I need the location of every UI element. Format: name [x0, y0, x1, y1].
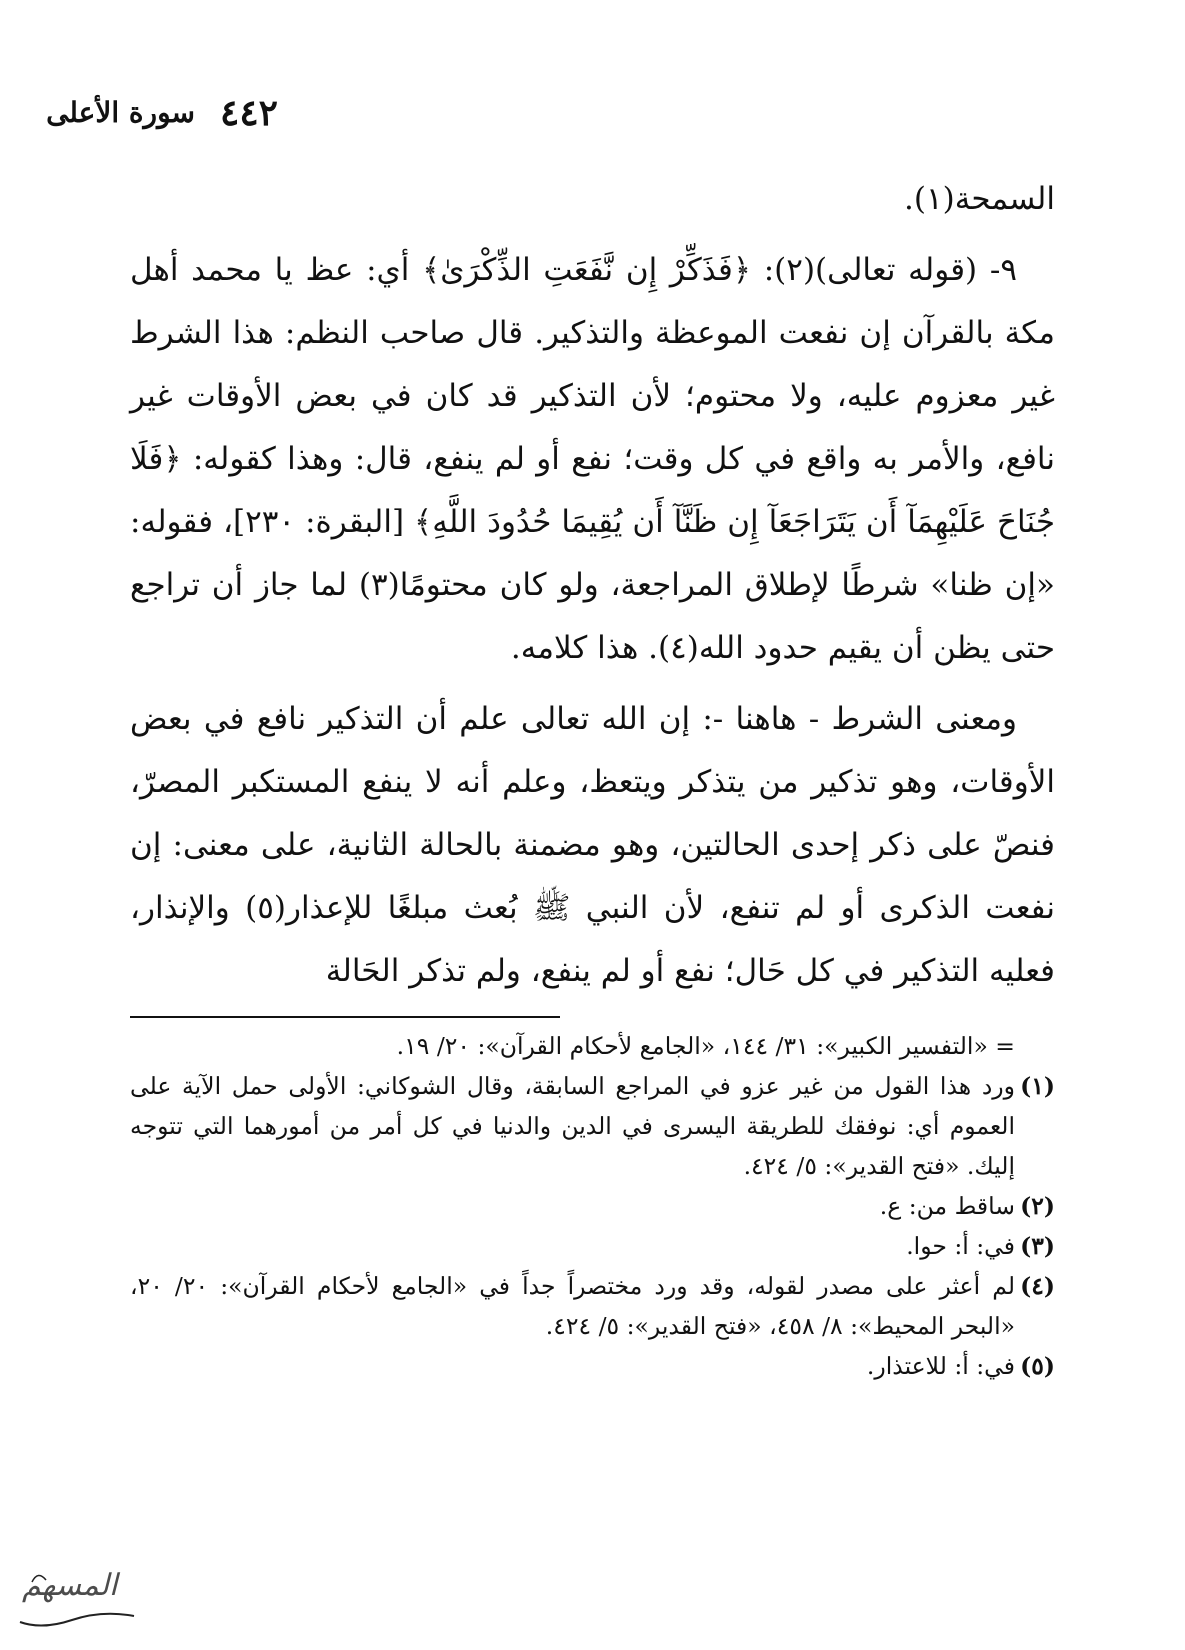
footnote-number: (٣) — [1020, 1232, 1055, 1260]
footnote-3 — [130, 1226, 1055, 1266]
stamp-text: المسهم — [22, 1568, 118, 1603]
main-text — [130, 168, 1055, 1003]
footnotes — [130, 1026, 1055, 1386]
footnote-text: ورد هذا القول من غير عزو في المراجع السابقة، وقال الشوكاني: الأولى حمل الآية على العموم أي: نوفقك للطريقة اليسرى في الدين والدنيا في كل أمر من أمورهما التي تتوجه إليك. «فتح القدير»: ٥/ ٤٢٤. — [130, 1072, 1015, 1180]
footnote-number: (٢) — [1020, 1192, 1055, 1220]
footnote-number: (٤) — [1020, 1272, 1055, 1300]
footnote-4 — [130, 1266, 1055, 1346]
footnote-number: (٥) — [1020, 1352, 1055, 1380]
paragraph-0: السمحة(١). — [904, 181, 1055, 217]
page-header — [46, 92, 1055, 152]
footnote-2 — [130, 1186, 1055, 1226]
footnote-separator — [130, 1016, 560, 1018]
sura-title: سورة الأعلى — [46, 96, 195, 129]
footnote-5 — [130, 1346, 1055, 1386]
library-stamp — [12, 1560, 142, 1640]
footnote-number: (١) — [1020, 1072, 1055, 1100]
footnote-text: لم أعثر على مصدر لقوله، وقد ورد مختصراً جداً في «الجامع لأحكام القرآن»: ٢٠/ ٢٠، «البحر المحيط»: ٨/ ٤٥٨، «فتح القدير»: ٥/ ٤٢٤. — [130, 1272, 1015, 1340]
footnote-text: في: أ: للاعتذار. — [866, 1352, 1015, 1380]
footnote-text: ساقط من: ع. — [879, 1192, 1015, 1220]
footnote-text: في: أ: حوا. — [906, 1232, 1015, 1260]
paragraph-1: ٩- (قوله تعالى)(٢): ﴿فَذَكِّرْ إِن نَّفَعَتِ الذِّكْرَىٰ﴾ أي: عظ يا محمد أهل مكة بالقرآن إن نفعت الموعظة والتذكير. قال صاحب النظم: هذا الشرط غير معزوم عليه، ولا محتوم؛ لأن التذكير قد كان في بعض الأوقات غير نافع، والأمر به واقع في كل وقت؛ نفع أو لم ينفع، قال: وهذا كقوله: ﴿فَلَا جُنَاحَ عَلَيْهِمَآ أَن يَتَرَاجَعَآ إِن ظَنَّآ أَن يُقِيمَا حُدُودَ اللَّهِ﴾ [البقرة: ٢٣٠]، فقوله: «إن ظنا» شرطًا لإطلاق المراجعة، ولو كان محتومًا(٣) لما جاز أن تراجع حتى يظن أن يقيم حدود الله(٤). هذا كلامه. — [130, 252, 1055, 666]
footnote-continuation-text: = «التفسير الكبير»: ٣١/ ١٤٤، «الجامع لأحكام القرآن»: ٢٠/ ١٩. — [396, 1032, 1015, 1060]
paragraph-2: ومعنى الشرط - هاهنا -: إن الله تعالى علم أن التذكير نافع في بعض الأوقات، وهو تذكير من يتذكر ويتعظ، وعلم أنه لا ينفع المستكبر المصرّ، فنصّ على ذكر إحدى الحالتين، وهو مضمنة بالحالة الثانية، على معنى: إن نفعت الذكرى أو لم تنفع، لأن النبي ﷺ بُعث مبلغًا للإعذار(٥) والإنذار، فعليه التذكير في كل حَال؛ نفع أو لم ينفع، ولم تذكر الحَالة — [130, 701, 1055, 989]
page-number: ٤٤٢ — [220, 92, 279, 134]
footnote-1 — [130, 1066, 1055, 1186]
footnote-continuation — [130, 1026, 1055, 1066]
